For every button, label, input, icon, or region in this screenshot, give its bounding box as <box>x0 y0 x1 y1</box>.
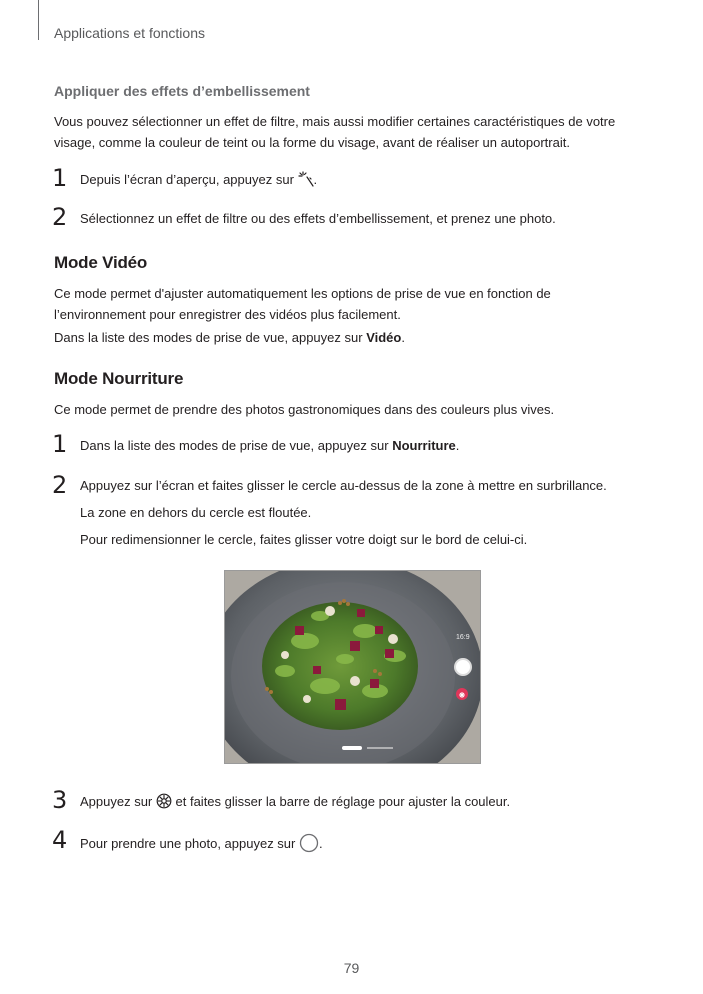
step-number: 2 <box>52 471 68 499</box>
step-number: 1 <box>52 164 68 192</box>
section-header: Applications et fonctions <box>54 25 205 41</box>
beauty-intro-line1: Vous pouvez sélectionner un effet de filtre, mais aussi modifier certaines caractéristiques de votre <box>54 114 616 129</box>
food-step-1: Dans la liste des modes de prise de vue, appuyez sur Nourriture. <box>80 438 460 453</box>
aspect-ratio-label[interactable]: 16:9 <box>456 634 470 641</box>
food-mode-intro: Ce mode permet de prendre des photos gastronomiques dans des couleurs plus vives. <box>54 402 555 417</box>
beauty-sparkle-icon <box>298 171 314 190</box>
salad-preview-image <box>225 571 480 763</box>
food-mode-screenshot <box>224 570 481 764</box>
food-step-2: Appuyez sur l’écran et faites glisser le cercle au-dessus de la zone à mettre en surbrillance. <box>80 478 607 493</box>
step-number: 4 <box>52 826 68 854</box>
food-mode-title: Mode Nourriture <box>54 369 184 388</box>
video-mode-line3: Dans la liste des modes de prise de vue, appuyez sur Vidéo. <box>54 330 405 345</box>
page-number: 79 <box>343 960 360 976</box>
preview-color-icon[interactable] <box>456 688 468 700</box>
video-mode-label: Vidéo <box>366 330 402 345</box>
shutter-button-icon <box>299 833 319 856</box>
food-step-4: Pour prendre une photo, appuyez sur . <box>80 833 323 856</box>
beauty-intro-line2: visage, comme la couleur de teint ou la forme du visage, avant de réaliser un autoportrait. <box>54 135 570 150</box>
video-mode-title: Mode Vidéo <box>54 253 148 272</box>
video-mode-line1: Ce mode permet d'ajuster automatiquement les options de prise de vue en fonction de <box>54 286 551 301</box>
step-number: 1 <box>52 430 68 458</box>
food-step-3: Appuyez sur et faites glisser la barre de réglage pour ajuster la couleur. <box>80 793 510 812</box>
preview-shutter-button[interactable] <box>454 658 472 676</box>
video-mode-line2: l’environnement pour enregistrer des vidéos plus facilement. <box>54 307 401 322</box>
beauty-title: Appliquer des effets d’embellissement <box>54 83 310 99</box>
step-number: 2 <box>52 203 68 231</box>
food-mode-label: Nourriture <box>392 438 456 453</box>
beauty-step-2: Sélectionnez un effet de filtre ou des effets d’embellissement, et prenez une photo. <box>80 211 556 226</box>
header-rule <box>38 0 39 40</box>
step-number: 3 <box>52 786 68 814</box>
color-tune-icon <box>156 793 172 812</box>
food-step-2-note1: La zone en dehors du cercle est floutée. <box>80 505 312 520</box>
beauty-step-1: Depuis l’écran d’aperçu, appuyez sur . <box>80 171 317 190</box>
food-step-2-note2: Pour redimensionner le cercle, faites glisser votre doigt sur le bord de celui-ci. <box>80 532 528 547</box>
